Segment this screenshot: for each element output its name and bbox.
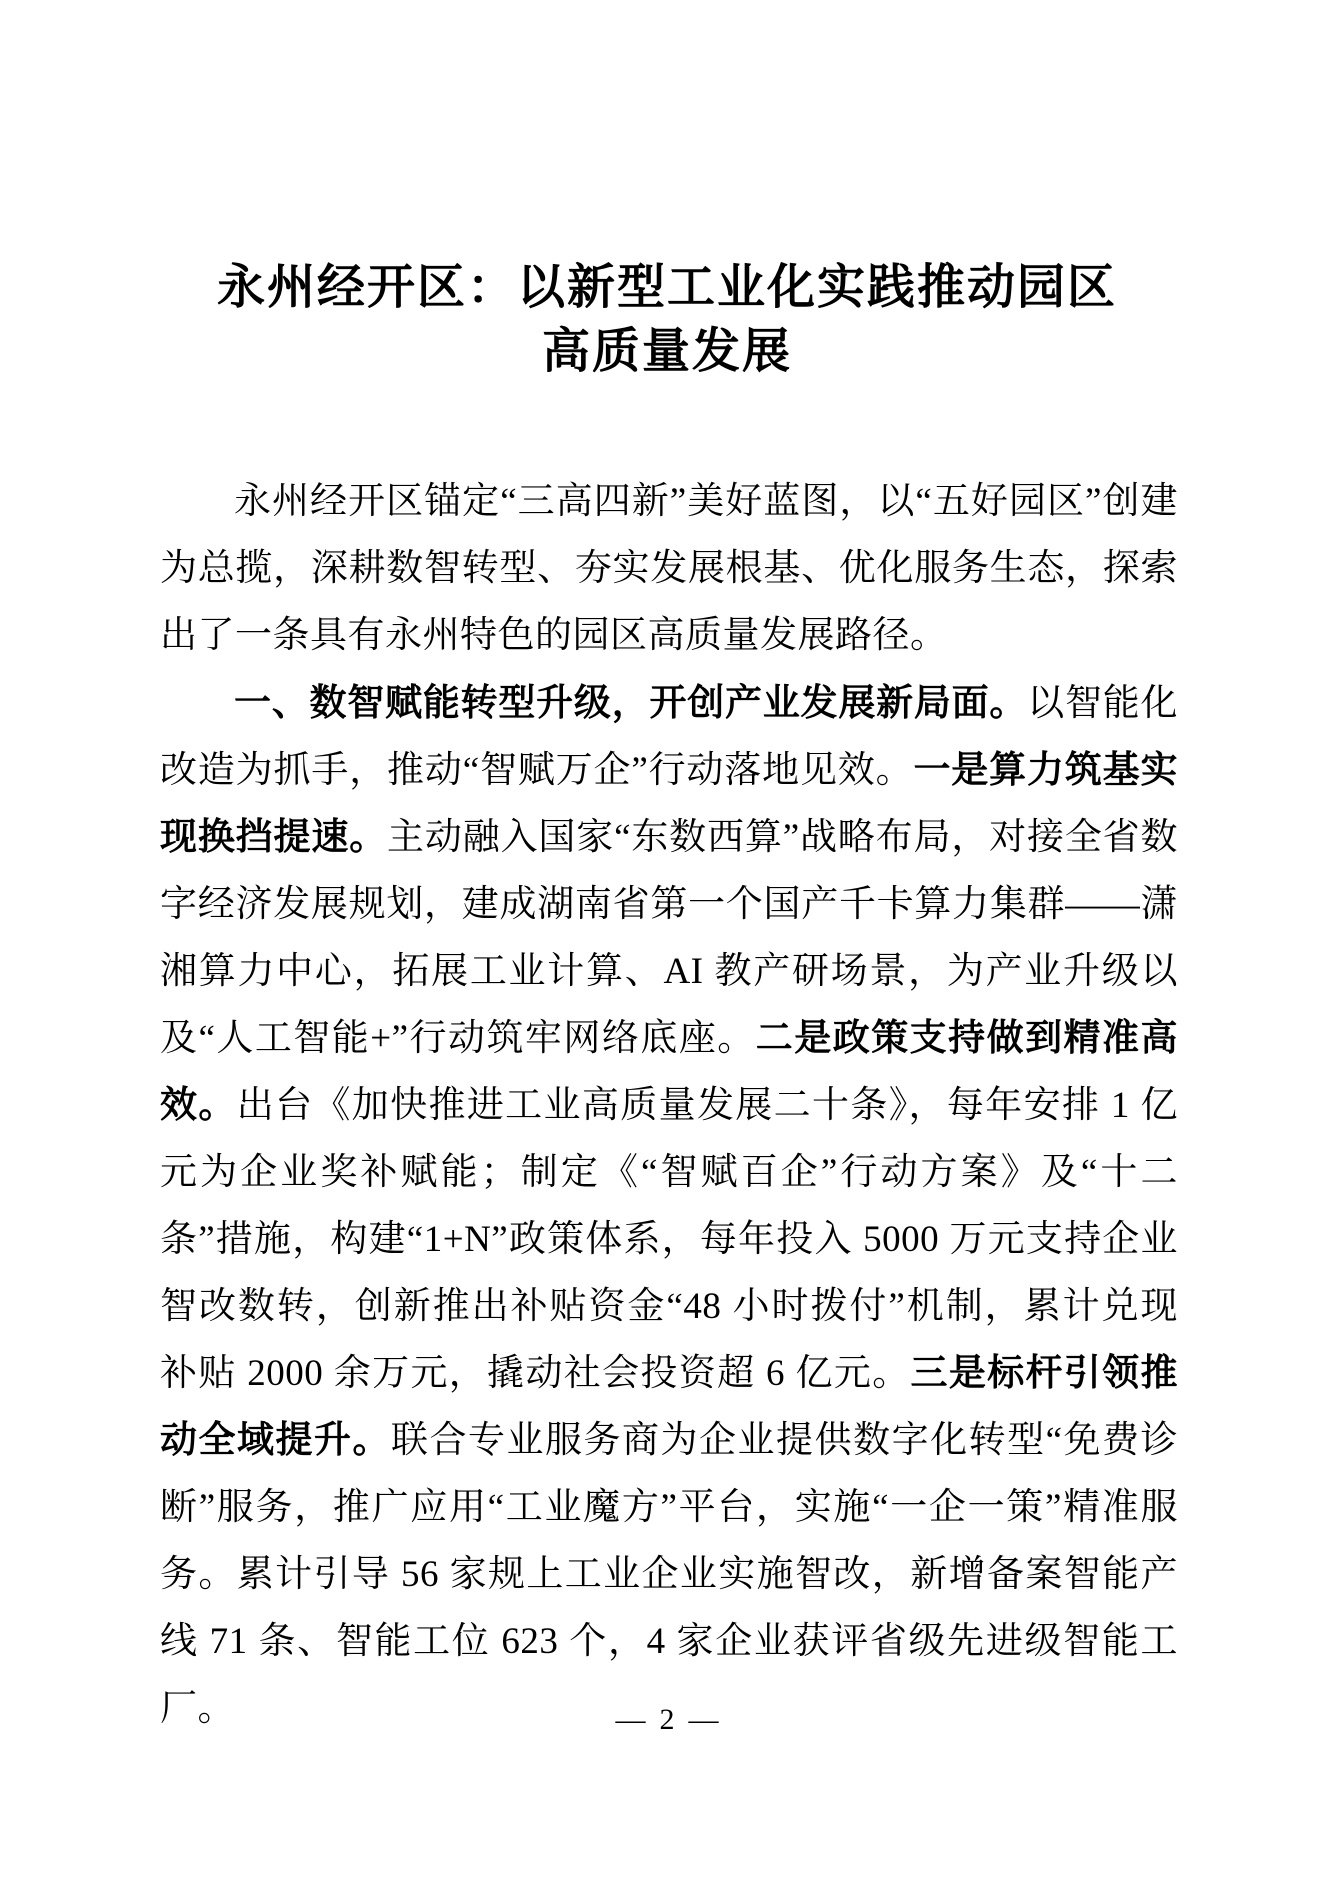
text-segment: 一、数智赋能转型升级，开创产业发展新局面。 (234, 682, 1028, 723)
document-title-line-1: 永州经开区：以新型工业化实践推动园区 (216, 261, 1117, 314)
text-segment: 出台《加快推进工业高质量发展二十条》，每年安排 1 亿元为企业奖补赋能；制定《“智赋百企”行动方案》及“十二条”措施，构建“1+N”政策体系，每年投入 5000 万元支持企业智改数转，创新推出补贴资金“48 小时拨付”机制，累计兑现补贴 2000 余万元，撬动社会投资超 6 亿元。 (160, 1085, 1179, 1394)
page-footer (0, 1700, 1334, 1740)
text-segment: 一是算力筑基实现换挡提速。 (160, 750, 1179, 858)
text-segment: 三是标杆引领推动全域提升。 (160, 1353, 1179, 1461)
text-segment: 永州经开区锚定“三高四新”美好蓝图，以“五好园区”创建为总揽，深耕数智转型、夯实发展根基、优化服务生态，探索出了一条具有永州特色的园区高质量发展路径。 (160, 481, 1178, 656)
text-segment: 联合专业服务商为企业提供数字化转型“免费诊断”服务，推广应用“工业魔方”平台，实施“一企一策”精准服务。累计引导 56 家规上工业企业实施智改，新增备案智能产线 71 条、智能工位 623 个，4 家企业获评省级先进级智能工厂。 (160, 1420, 1179, 1729)
page-number: 2 (659, 1703, 675, 1736)
document-body (160, 468, 1178, 1742)
paragraph (160, 669, 1178, 1742)
text-segment: 以智能化改造为抓手，推动“智赋万企”行动落地见效。 (160, 683, 1178, 791)
document-title (0, 256, 1334, 384)
text-segment: 二是政策支持做到精准高效。 (160, 1018, 1179, 1126)
paragraph (160, 468, 1178, 669)
footer-dash-right: — (688, 1703, 719, 1736)
footer-dash-left: — (615, 1703, 646, 1736)
text-segment: 主动融入国家“东数西算”战略布局，对接全省数字经济发展规划，建成湖南省第一个国产千卡算力集群——潇湘算力中心，拓展工业计算、AI 教产研场景，为产业升级以及“人工智能+”行动筑牢网络底座。 (160, 817, 1179, 1059)
document-title-line-2: 高质量发展 (541, 325, 792, 378)
